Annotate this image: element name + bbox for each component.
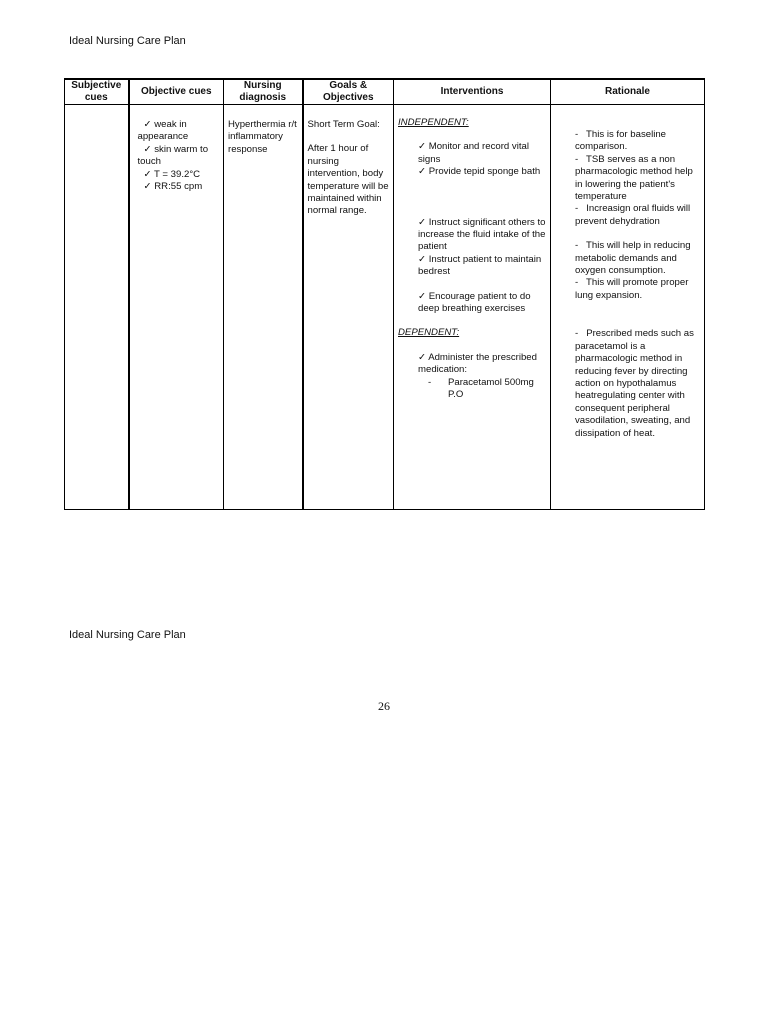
intervention-item: ✓ Encourage patient to do deep breathing exercises — [418, 290, 531, 315]
dependent-label: DEPENDENT: — [398, 327, 460, 339]
intervention-item: ✓ Monitor and record vital signs — [418, 141, 529, 165]
col-header-objective: Objective cues — [129, 79, 224, 105]
page-header: Ideal Nursing Care Plan — [69, 35, 186, 47]
check-icon: ✓ — [418, 351, 427, 363]
intervention-item: ✓ Instruct significant others to increase the fluid intake of the patient — [418, 216, 546, 253]
check-icon: ✓ — [143, 181, 152, 193]
check-icon: ✓ — [143, 168, 152, 180]
col-header-diagnosis: Nursing diagnosis — [224, 79, 303, 105]
col-header-rationale: Rationale — [551, 79, 705, 105]
intervention-item: ✓ Provide tepid sponge bath — [418, 166, 541, 178]
rationale-item: - TSB serves as a non pharmacologic method help in lowering the patient's temperature — [575, 153, 693, 203]
dash-icon: - — [575, 277, 579, 289]
care-plan-table — [64, 78, 705, 510]
check-icon: ✓ — [143, 143, 152, 155]
intervention-item: ✓ Administer the prescribed medication: — [418, 351, 537, 376]
dash-icon: - — [428, 376, 432, 388]
check-icon: ✓ — [418, 253, 427, 265]
col-header-goals: Goals & Objectives — [303, 79, 394, 105]
objective-cue-item: ✓ T = 39.2°C — [143, 168, 201, 180]
check-icon: ✓ — [418, 216, 427, 228]
goals-cell — [303, 105, 394, 510]
intervention-item: ✓ Instruct patient to maintain bedrest — [418, 253, 542, 278]
dash-icon: - — [575, 203, 579, 215]
objective-cue-item: ✓ weak in appearance — [137, 119, 189, 143]
check-icon: ✓ — [143, 119, 152, 130]
objective-cue-item: ✓ RR:55 cpm — [143, 181, 203, 193]
dash-icon: - — [575, 328, 579, 340]
goal-title: Short Term Goal: — [307, 119, 380, 130]
nursing-diagnosis-text: Hyperthermia r/t inflammatory response — [228, 119, 297, 155]
goal-text: After 1 hour of nursing intervention, body temperature will be maintained within normal range. — [307, 143, 389, 217]
rationale-item: - This is for baseline comparison. — [575, 129, 667, 153]
medication-item — [398, 377, 546, 402]
page-number: 26 — [378, 699, 390, 713]
table-header-row — [65, 79, 705, 105]
rationale-item: - This will help in reducing metabolic demands and oxygen consumption. — [575, 240, 691, 277]
objective-cues-cell — [129, 105, 224, 510]
interventions-cell — [394, 105, 551, 510]
rationale-cell — [551, 105, 705, 510]
page-footer-header: Ideal Nursing Care Plan — [69, 629, 186, 641]
rationale-item: - Prescribed meds such as paracetamol is a pharmacologic method in reducing fever by directing action on hypothalamus heatregulating center with consequent peripheral vasodilation, sweating, and dissipation of heat. — [575, 328, 694, 439]
objective-cue-item: ✓ skin warm to touch — [137, 143, 209, 168]
col-header-interventions: Interventions — [394, 79, 551, 105]
rationale-item: - This will promote proper lung expansion. — [575, 277, 689, 301]
check-icon: ✓ — [418, 166, 427, 178]
dash-icon: - — [575, 129, 579, 140]
nursing-diagnosis-cell — [224, 105, 303, 510]
independent-label: INDEPENDENT: — [398, 117, 469, 128]
dash-icon: - — [575, 240, 579, 252]
check-icon: ✓ — [418, 141, 427, 153]
table-row — [65, 105, 705, 510]
medication-text: Paracetamol 500mg P.O — [448, 376, 534, 401]
dash-icon: - — [575, 153, 579, 165]
rationale-item: - Increasign oral fluids will prevent dehydration — [575, 203, 691, 227]
subjective-cues-cell — [65, 105, 129, 510]
col-header-subjective: Subjective cues — [65, 79, 129, 105]
check-icon: ✓ — [418, 290, 427, 302]
